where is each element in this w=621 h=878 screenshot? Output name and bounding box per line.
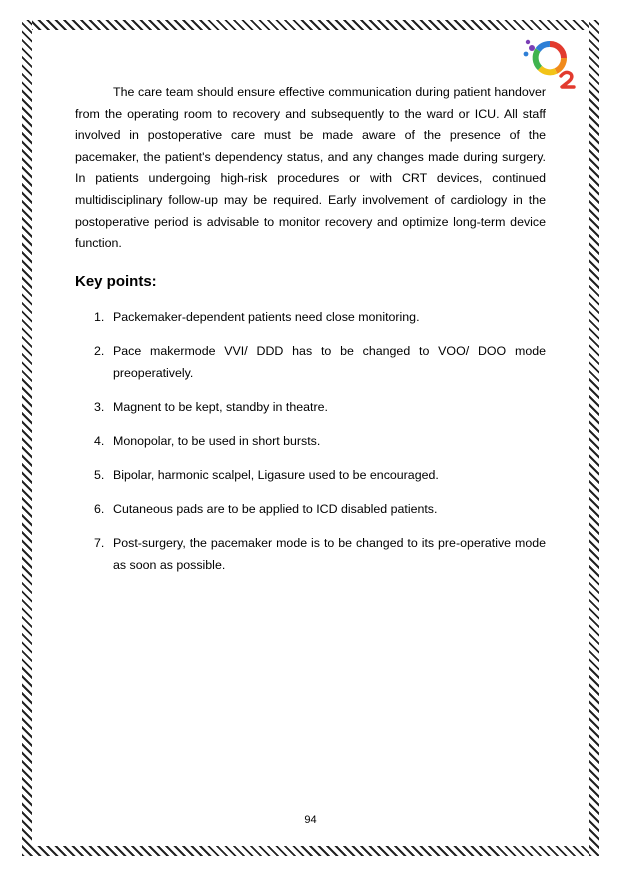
page-content	[75, 82, 546, 589]
list-item-text: Pace makermode VVI/ DDD has to be changed to VOO/ DOO mode preoperatively.	[113, 343, 546, 380]
list-item-number: 5.	[94, 468, 105, 483]
list-item-number: 3.	[94, 399, 105, 414]
list-item-number: 6.	[94, 502, 105, 517]
page-border-right	[589, 20, 599, 856]
page-border-bottom	[22, 846, 599, 856]
list-item	[75, 499, 546, 521]
list-item	[75, 341, 546, 384]
list-item-text: Cutaneous pads are to be applied to ICD disabled patients.	[113, 502, 438, 517]
key-points-heading: Key points:	[75, 272, 157, 290]
list-item-number: 4.	[94, 433, 105, 448]
list-item-text: Monopolar, to be used in short bursts.	[113, 433, 321, 448]
list-item-text: Bipolar, harmonic scalpel, Ligasure used to be encouraged.	[113, 468, 439, 483]
page-border-top	[22, 20, 599, 30]
key-points-list	[75, 307, 546, 577]
list-item-number: 2.	[94, 343, 105, 358]
page-number: 94	[304, 814, 317, 826]
list-item-text: Post-surgery, the pacemaker mode is to be changed to its pre-operative mode as soon as possible.	[113, 536, 546, 573]
page-border-left	[22, 20, 32, 856]
list-item	[75, 465, 546, 487]
list-item-number: 1.	[94, 309, 105, 324]
list-item	[75, 397, 546, 419]
list-item	[75, 307, 546, 329]
list-item-number: 7.	[94, 536, 105, 551]
list-item-text: Packemaker-dependent patients need close monitoring.	[113, 309, 420, 324]
list-item-text: Magnent to be kept, standby in theatre.	[113, 399, 328, 414]
list-item	[75, 533, 546, 576]
body-paragraph: The care team should ensure effective communication during patient handover from the operating room to recovery and subsequently to the ward or ICU. All staff involved in postoperative care must be made aware of the presence of the pacemaker, the patient's dependency status, and any changes made during surgery. In patients undergoing high-risk procedures or with CRT devices, continued multidisciplinary follow-up may be required. Early involvement of cardiology in the postoperative period is advisable to monitor recovery and optimize long-term device function.	[75, 85, 546, 251]
list-item	[75, 431, 546, 453]
